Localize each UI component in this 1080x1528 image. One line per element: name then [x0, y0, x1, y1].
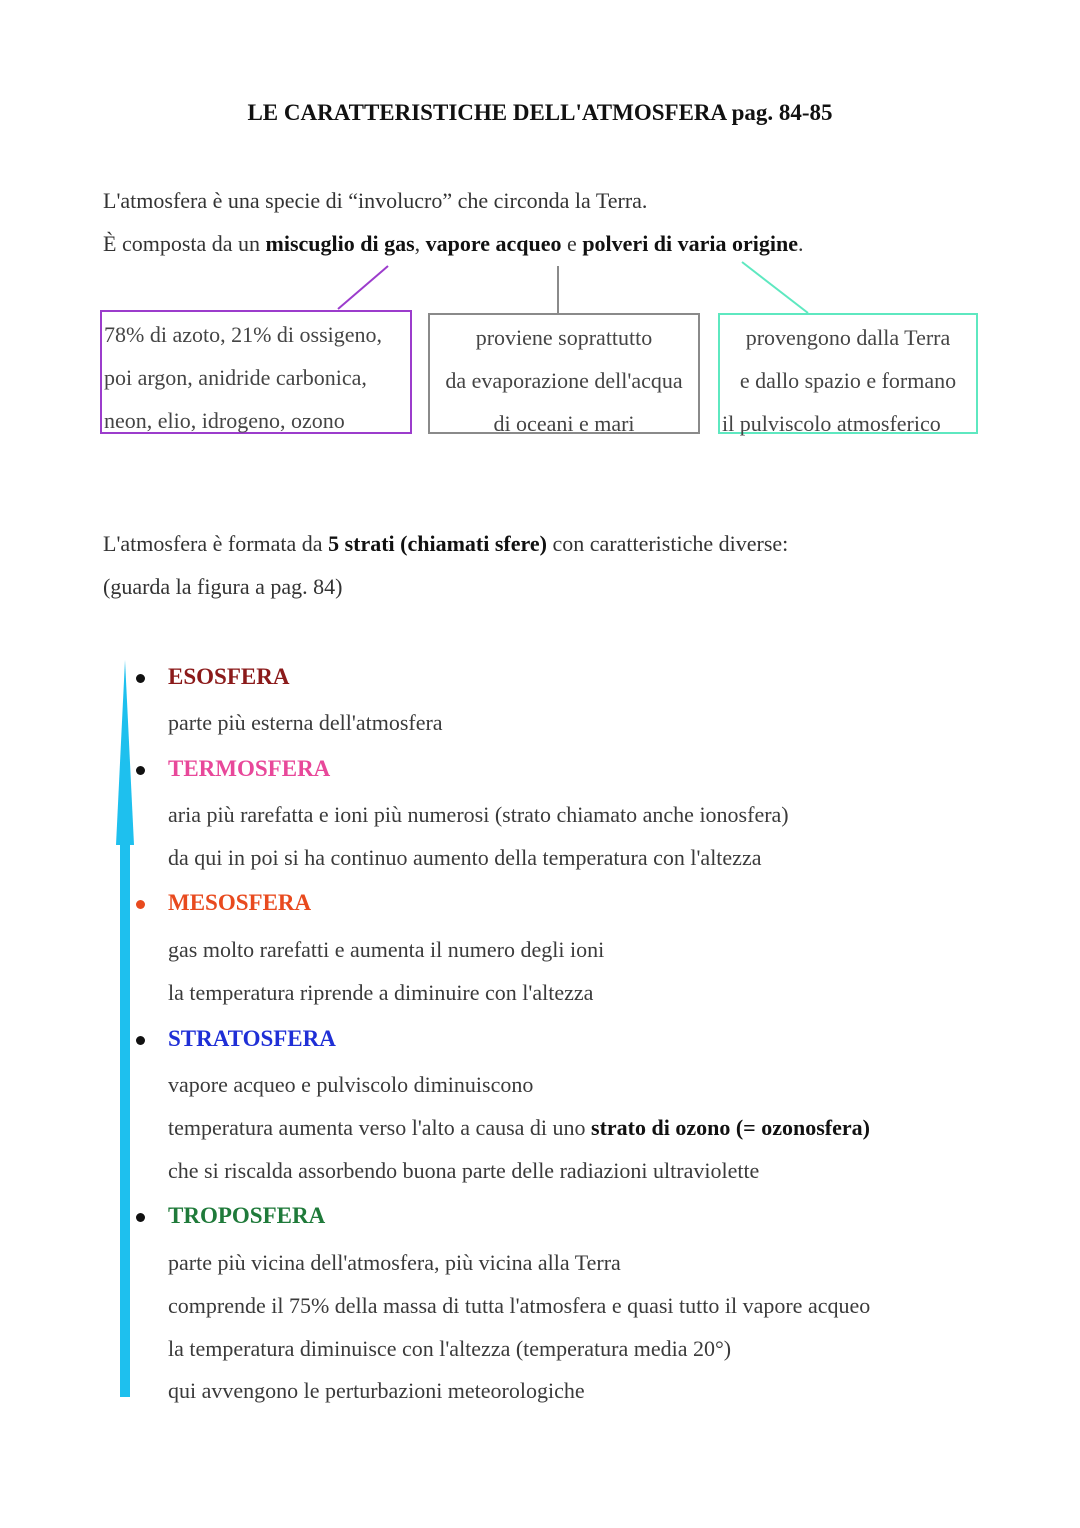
- intro-line-1: L'atmosfera è una specie di “involucro” che circonda la Terra.: [103, 188, 648, 213]
- layer-name-stratosfera: STRATOSFERA: [168, 1026, 336, 1051]
- connector-lines: [0, 0, 1080, 320]
- box-gas-line: 78% di azoto, 21% di ossigeno,: [104, 322, 383, 347]
- box-dust-line: provengono dalla Terra: [745, 325, 951, 350]
- intro-separator: e: [561, 231, 583, 256]
- layer-desc: parte più vicina dell'atmosfera, più vicina alla Terra: [168, 1250, 621, 1275]
- connector-gas: [338, 266, 388, 309]
- layer-desc: la temperatura diminuisce con l'altezza (temperatura media 20°): [168, 1336, 732, 1361]
- box-vapor-line: proviene soprattutto: [475, 325, 653, 350]
- layer-desc: gas molto rarefatti e aumenta il numero degli ioni: [168, 937, 605, 962]
- layers-intro-line-1: [103, 531, 788, 557]
- intro-text: È composta da un: [103, 231, 266, 256]
- bullet-termosfera: [136, 766, 145, 775]
- title-main: LE CARATTERISTICHE DELL'ATMOSFERA: [247, 100, 726, 125]
- layer-name-esosfera: ESOSFERA: [168, 664, 290, 689]
- layer-desc-text: temperatura aumenta verso l'alto a causa di uno: [168, 1115, 592, 1140]
- title-pages: pag. 84-85: [731, 100, 833, 125]
- bullet-troposfera: [136, 1213, 145, 1222]
- intro-end: .: [798, 231, 804, 256]
- box-vapor-line: di oceani e mari: [493, 411, 635, 436]
- box-dust-line: e dallo spazio e formano: [739, 368, 957, 393]
- layer-desc: parte più esterna dell'atmosfera: [168, 710, 443, 735]
- box-dust-origin: [718, 313, 978, 434]
- keyword-vapor: vapore acqueo: [425, 231, 562, 256]
- layer-desc: la temperatura riprende a diminuire con l'altezza: [168, 980, 594, 1005]
- layer-desc: da qui in poi si ha continuo aumento della temperatura con l'altezza: [168, 845, 762, 870]
- layer-name-troposfera: TROPOSFERA: [168, 1203, 326, 1228]
- bullet-esosfera: [136, 674, 145, 683]
- layers-intro-text: con caratteristiche diverse:: [546, 531, 789, 556]
- box-vapor-line: da evaporazione dell'acqua: [445, 368, 683, 393]
- box-gas-line: poi argon, anidride carbonica,: [104, 365, 367, 390]
- bullet-stratosfera: [136, 1036, 145, 1045]
- box-gas-line: neon, elio, idrogeno, ozono: [104, 408, 345, 433]
- layer-desc: [168, 1115, 870, 1141]
- layers-intro-text: L'atmosfera è formata da: [103, 531, 329, 556]
- bullet-mesosfera: [136, 900, 145, 909]
- keyword-dust: polveri di varia origine: [582, 231, 799, 256]
- layers-intro-bold: 5 strati (chiamati sfere): [328, 531, 547, 556]
- layer-desc: che si riscalda assorbendo buona parte delle radiazioni ultraviolette: [168, 1158, 760, 1183]
- layer-name-mesosfera: MESOSFERA: [168, 890, 312, 915]
- keyword-ozone: strato di ozono (= ozonosfera): [591, 1115, 870, 1140]
- intro-separator: ,: [414, 231, 426, 256]
- box-gas-composition: [100, 310, 412, 434]
- layer-desc: aria più rarefatta e ioni più numerosi (strato chiamato anche ionosfera): [168, 802, 789, 827]
- layer-desc: vapore acqueo e pulviscolo diminuiscono: [168, 1072, 534, 1097]
- altitude-arrow-icon: [112, 660, 138, 1400]
- layers-intro-line-2: (guarda la figura a pag. 84): [103, 574, 343, 599]
- box-dust-line: il pulviscolo atmosferico: [722, 411, 941, 436]
- box-vapor-origin: [428, 313, 700, 434]
- connector-dust: [742, 262, 808, 313]
- layer-name-termosfera: TERMOSFERA: [168, 756, 331, 781]
- keyword-gas: miscuglio di gas: [265, 231, 415, 256]
- layer-desc: comprende il 75% della massa di tutta l'atmosfera e quasi tutto il vapore acqueo: [168, 1293, 871, 1318]
- layer-desc: qui avvengono le perturbazioni meteorologiche: [168, 1378, 585, 1403]
